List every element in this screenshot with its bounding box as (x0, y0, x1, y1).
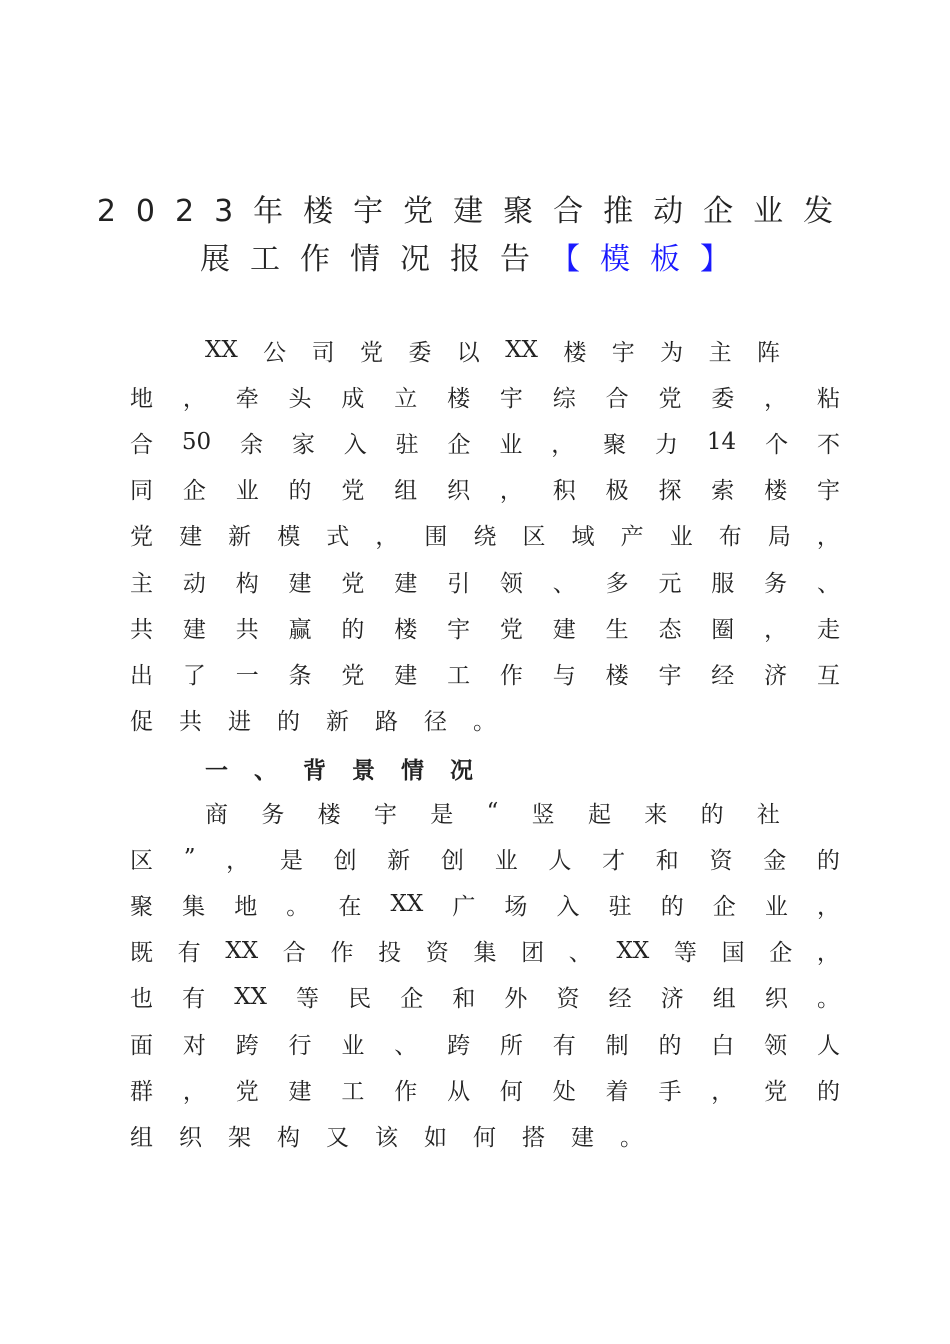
paragraph-background-line: 面 对 跨 行 业 、 跨 所 有 制 的 白 领 人 (130, 1032, 840, 1059)
paragraph-background-line: 既 有 XX 合 作 投 资 集 团 、 XX 等 国 企 ， (130, 937, 840, 967)
paragraph-background-line: 聚 集 地 。 在 XX 广 场 入 驻 的 企 业 ， (130, 891, 840, 920)
paragraph-intro-line: 同 企 业 的 党 组 织 ， 积 极 探 索 楼 宇 (130, 478, 840, 505)
document-title-line-2 (0, 234, 950, 278)
paragraph-intro-line: 地 ， 牵 头 成 立 楼 宇 综 合 党 委 ， 粘 (130, 385, 840, 412)
paragraph-background-line: 群 ， 党 建 工 作 从 何 处 着 手 ， 党 的 (130, 1078, 840, 1105)
paragraph-intro-line: 促 共 进 的 新 路 径 。 (130, 709, 496, 736)
paragraph-intro-line: 党 建 新 模 式 ， 围 绕 区 域 产 业 布 局 ， (130, 524, 840, 551)
paragraph-background-line: 区 ” ， 是 创 新 创 业 人 才 和 资 金 的 (130, 845, 840, 874)
document-title-line-1: 2023年楼宇党建聚合推动企业发 (96, 194, 854, 229)
document-title-tag: 【模板】 (550, 242, 750, 277)
paragraph-background-line: 商 务 楼 宇 是 “ 竖 起 来 的 社 (205, 799, 780, 828)
paragraph-background-line: 组 织 架 构 又 该 如 何 搭 建 。 (130, 1124, 643, 1151)
paragraph-intro-line: 共 建 共 赢 的 楼 宇 党 建 生 态 圈 ， 走 (130, 616, 840, 643)
paragraph-intro-line: 主 动 构 建 党 建 引 领 、 多 元 服 务 、 (130, 570, 840, 597)
paragraph-intro-line: XX 公 司 党 委 以 XX 楼 宇 为 主 阵 (205, 337, 780, 366)
paragraph-background-line: 也 有 XX 等 民 企 和 外 资 经 济 组 织 。 (130, 983, 840, 1013)
paragraph-intro-line: 出 了 一 条 党 建 工 作 与 楼 宇 经 济 互 (130, 662, 840, 689)
paragraph-intro-line: 合 50 余 家 入 驻 企 业 ， 聚 力 14 个 不 (130, 429, 840, 458)
document-title-main: 展工作情况报告 (200, 242, 550, 277)
section-heading-background: 一、背景情况 (205, 758, 499, 784)
